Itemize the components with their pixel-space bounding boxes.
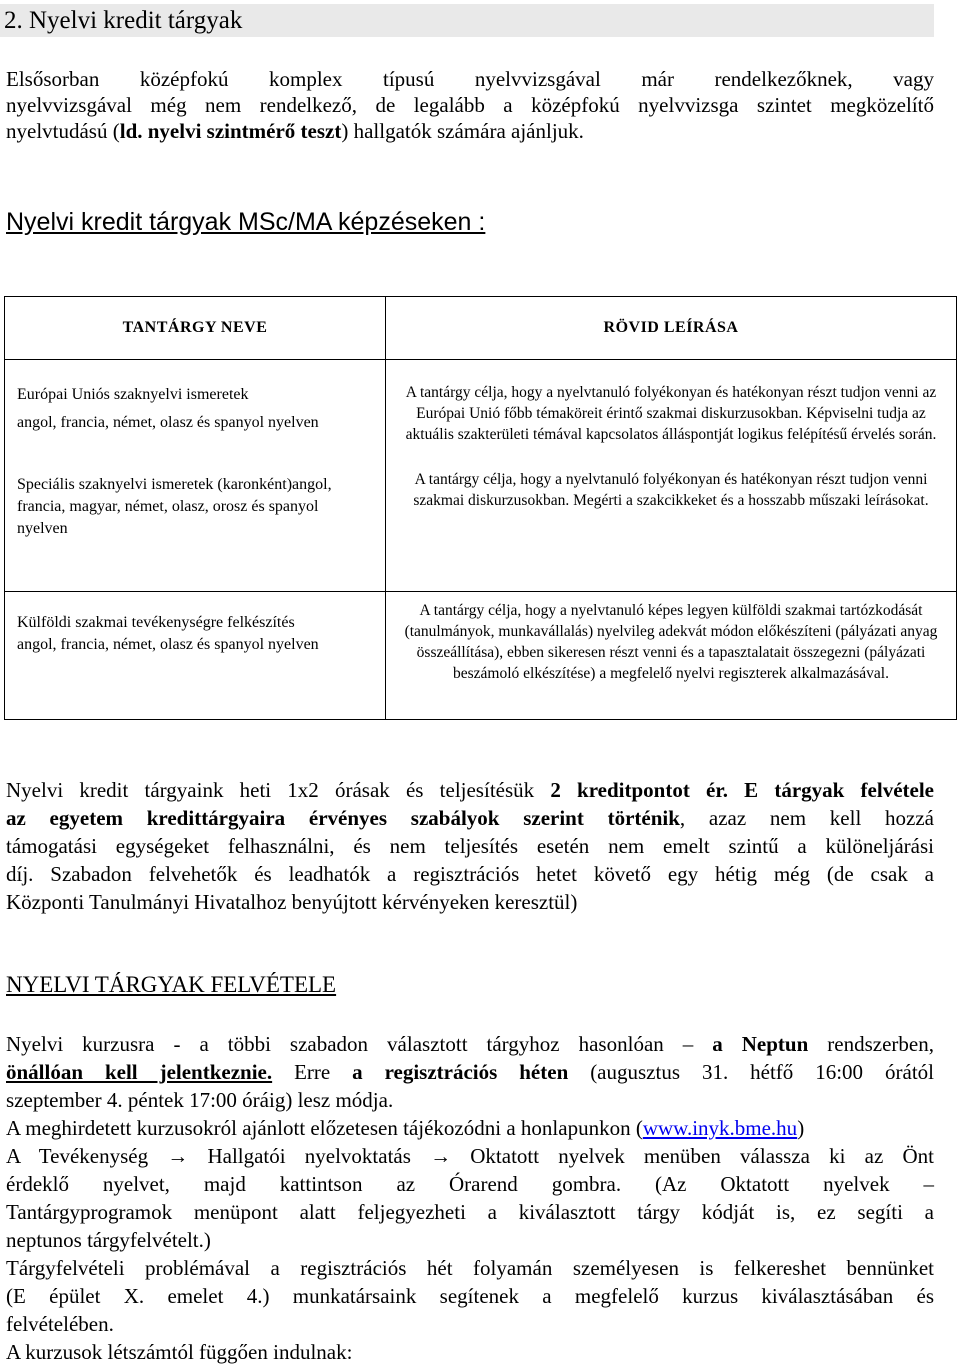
table-header-row: [5, 297, 957, 360]
table-row: [5, 360, 957, 592]
msc-ma-subtitle: Nyelvi kredit tárgyak MSc/MA képzéseken :: [6, 208, 486, 236]
course-description: A tantárgy célja, hogy a nyelvtanuló folyékonyan és hatékonyan részt tudjon venni az Európai Unió főbb témaköreit érintő szakmai diskurzusokban. Képviselni tudja az aktuális szakterületi témával kapcsolatos álláspontját logikus felépítésű érvelés során.: [405, 384, 937, 443]
intro-line-1: Elsősorban középfokú komplex típusú nyelvvizsgával már rendelkezőknek, vagy: [6, 67, 934, 91]
course-name: [17, 384, 373, 406]
registration-dates: (augusztus 31. hétfő 16:00 órától: [568, 1060, 934, 1084]
enroll-line-12: A kurzusok létszámtól függően indulnak:: [6, 1340, 353, 1364]
credits-text-2: , azaz nem kell hozzá: [679, 806, 934, 830]
credits-line-2: [6, 804, 934, 832]
course-name-cell: [5, 592, 386, 720]
credits-line-4: díj. Szabadon felvehetők és leadhatók a regisztrációs hetet követő egy hétig még (de csak a: [6, 862, 934, 886]
course-languages: angol, francia, német, olasz és spanyol nyelven: [17, 636, 319, 653]
enroll-line-7: Tantárgyprogramok menüpont alatt feljegyezheti a kiválasztott tárgy kódját is, ez segíti a: [6, 1200, 934, 1224]
course-name-title: Európai Uniós szaknyelvi ismeretek: [17, 386, 249, 403]
intro-line-2: nyelvvizsgával még nem rendelkező, de legalább a középfokú nyelvvizsga szintet megközelítő: [6, 93, 934, 117]
section-heading: 2. Nyelvi kredit tárgyak: [0, 4, 934, 37]
placement-test-reference: ld. nyelvi szintmérő teszt: [119, 119, 342, 143]
self-enroll-notice: önállóan kell jelentkeznie.: [6, 1060, 273, 1084]
website-text-end: ): [797, 1116, 805, 1140]
credits-paragraph: [6, 776, 934, 916]
enroll-line-3: szeptember 4. péntek 17:00 óráig) lesz módja.: [6, 1088, 394, 1112]
enroll-line-11: felvételében.: [6, 1312, 114, 1336]
column-header-description: RÖVID LEÍRÁSA: [386, 297, 957, 360]
credits-line-3: támogatási egységeket felhasználni, és nem teljesítés esetén nem emelt szintű a különeljárási: [6, 834, 934, 858]
enroll-text-2: Erre: [272, 1060, 353, 1084]
enroll-text: Nyelvi kurzusra - a többi szabadon választott tárgyhoz hasonlóan –: [6, 1032, 713, 1056]
registration-week: a regisztrációs héten: [352, 1060, 569, 1084]
intro-paragraph: [6, 66, 934, 144]
credits-rule-start: E tárgyak felvétele: [727, 778, 934, 802]
credits-line-1: [6, 776, 934, 804]
course-description: A tantárgy célja, hogy a nyelvtanuló képes legyen külföldi szakmai tartózkodását (tanulmányok, munkavállalás) nyelvileg adekvát módon előkészíteni (pályázati anyag összeállítása), ebben sikeresen részt venni és a tapasztalatait összegezni (pályázati beszámoló elkészítése) a megfelelő nyelvi regiszterek alkalmazásával.: [404, 602, 938, 682]
enrollment-paragraph: [6, 1030, 934, 1366]
course-name: Külföldi szakmai tevékenységre felkészítés: [17, 614, 295, 631]
course-name-cell: [5, 360, 386, 592]
intro-line-3: [6, 118, 934, 144]
neptun-system: a Neptun: [712, 1032, 809, 1056]
enroll-line-2: [6, 1058, 934, 1086]
intro-line-3-start: nyelvtudású (: [6, 119, 120, 143]
enroll-line-9: Tárgyfelvételi problémával a regisztrációs hét folyamán személyesen is felkereshet bennünket: [6, 1256, 934, 1280]
table-row: [5, 592, 957, 720]
enroll-line-5: A Tevékenység → Hallgatói nyelvoktatás → Oktatott nyelvek menüben válassza ki az Önt: [6, 1144, 934, 1168]
website-text: A meghirdetett kurzusokról ajánlott előzetesen tájékozódni a honlapunkon (: [6, 1116, 643, 1140]
course-description-2: A tantárgy célja, hogy a nyelvtanuló folyékonyan és hatékonyan részt tudjon venni szakmai diskurzusokban. Megérti a szakcikkeket és a hosszabb műszaki leírásokat.: [413, 471, 929, 509]
enroll-line-8: neptunos tárgyfelvételt.): [6, 1228, 211, 1252]
course-languages: angol, francia, német, olasz és spanyol nyelven: [17, 414, 319, 431]
intro-line-3-end: ) hallgatók számára ajánljuk.: [341, 119, 584, 143]
column-header-name: TANTÁRGY NEVE: [5, 297, 386, 360]
enroll-text-end: rendszerben,: [808, 1032, 934, 1056]
enroll-line-4: [6, 1114, 934, 1142]
enroll-line-10: (E épület X. emelet 4.) munkatársaink segítenek a megfelelő kurzus kiválasztásában és: [6, 1284, 934, 1308]
website-link[interactable]: www.inyk.bme.hu: [642, 1116, 798, 1140]
course-table: [4, 296, 957, 720]
enroll-line-1: [6, 1030, 934, 1058]
course-description-cell: [386, 592, 957, 720]
enroll-line-6: érdeklő nyelvet, majd kattintson az Órarend gombra. (Az Oktatott nyelvek –: [6, 1172, 934, 1196]
credits-text: Nyelvi kredit tárgyaink heti 1x2 órásak és teljesítésük: [6, 778, 551, 802]
enrollment-title: NYELVI TÁRGYAK FELVÉTELE: [6, 972, 337, 997]
credits-rule: az egyetem kredittárgyaira érvényes szabályok szerint történik: [6, 806, 680, 830]
credit-points: 2 kreditpontot ér.: [550, 778, 728, 802]
course-description-cell: [386, 360, 957, 592]
course-name-2: Speciális szaknyelvi ismeretek (karonként)angol, francia, magyar, német, olasz, orosz és spanyol nyelven: [17, 476, 332, 537]
credits-line-5: Központi Tanulmányi Hivatalhoz benyújtott kérvényeken keresztül): [6, 890, 578, 914]
